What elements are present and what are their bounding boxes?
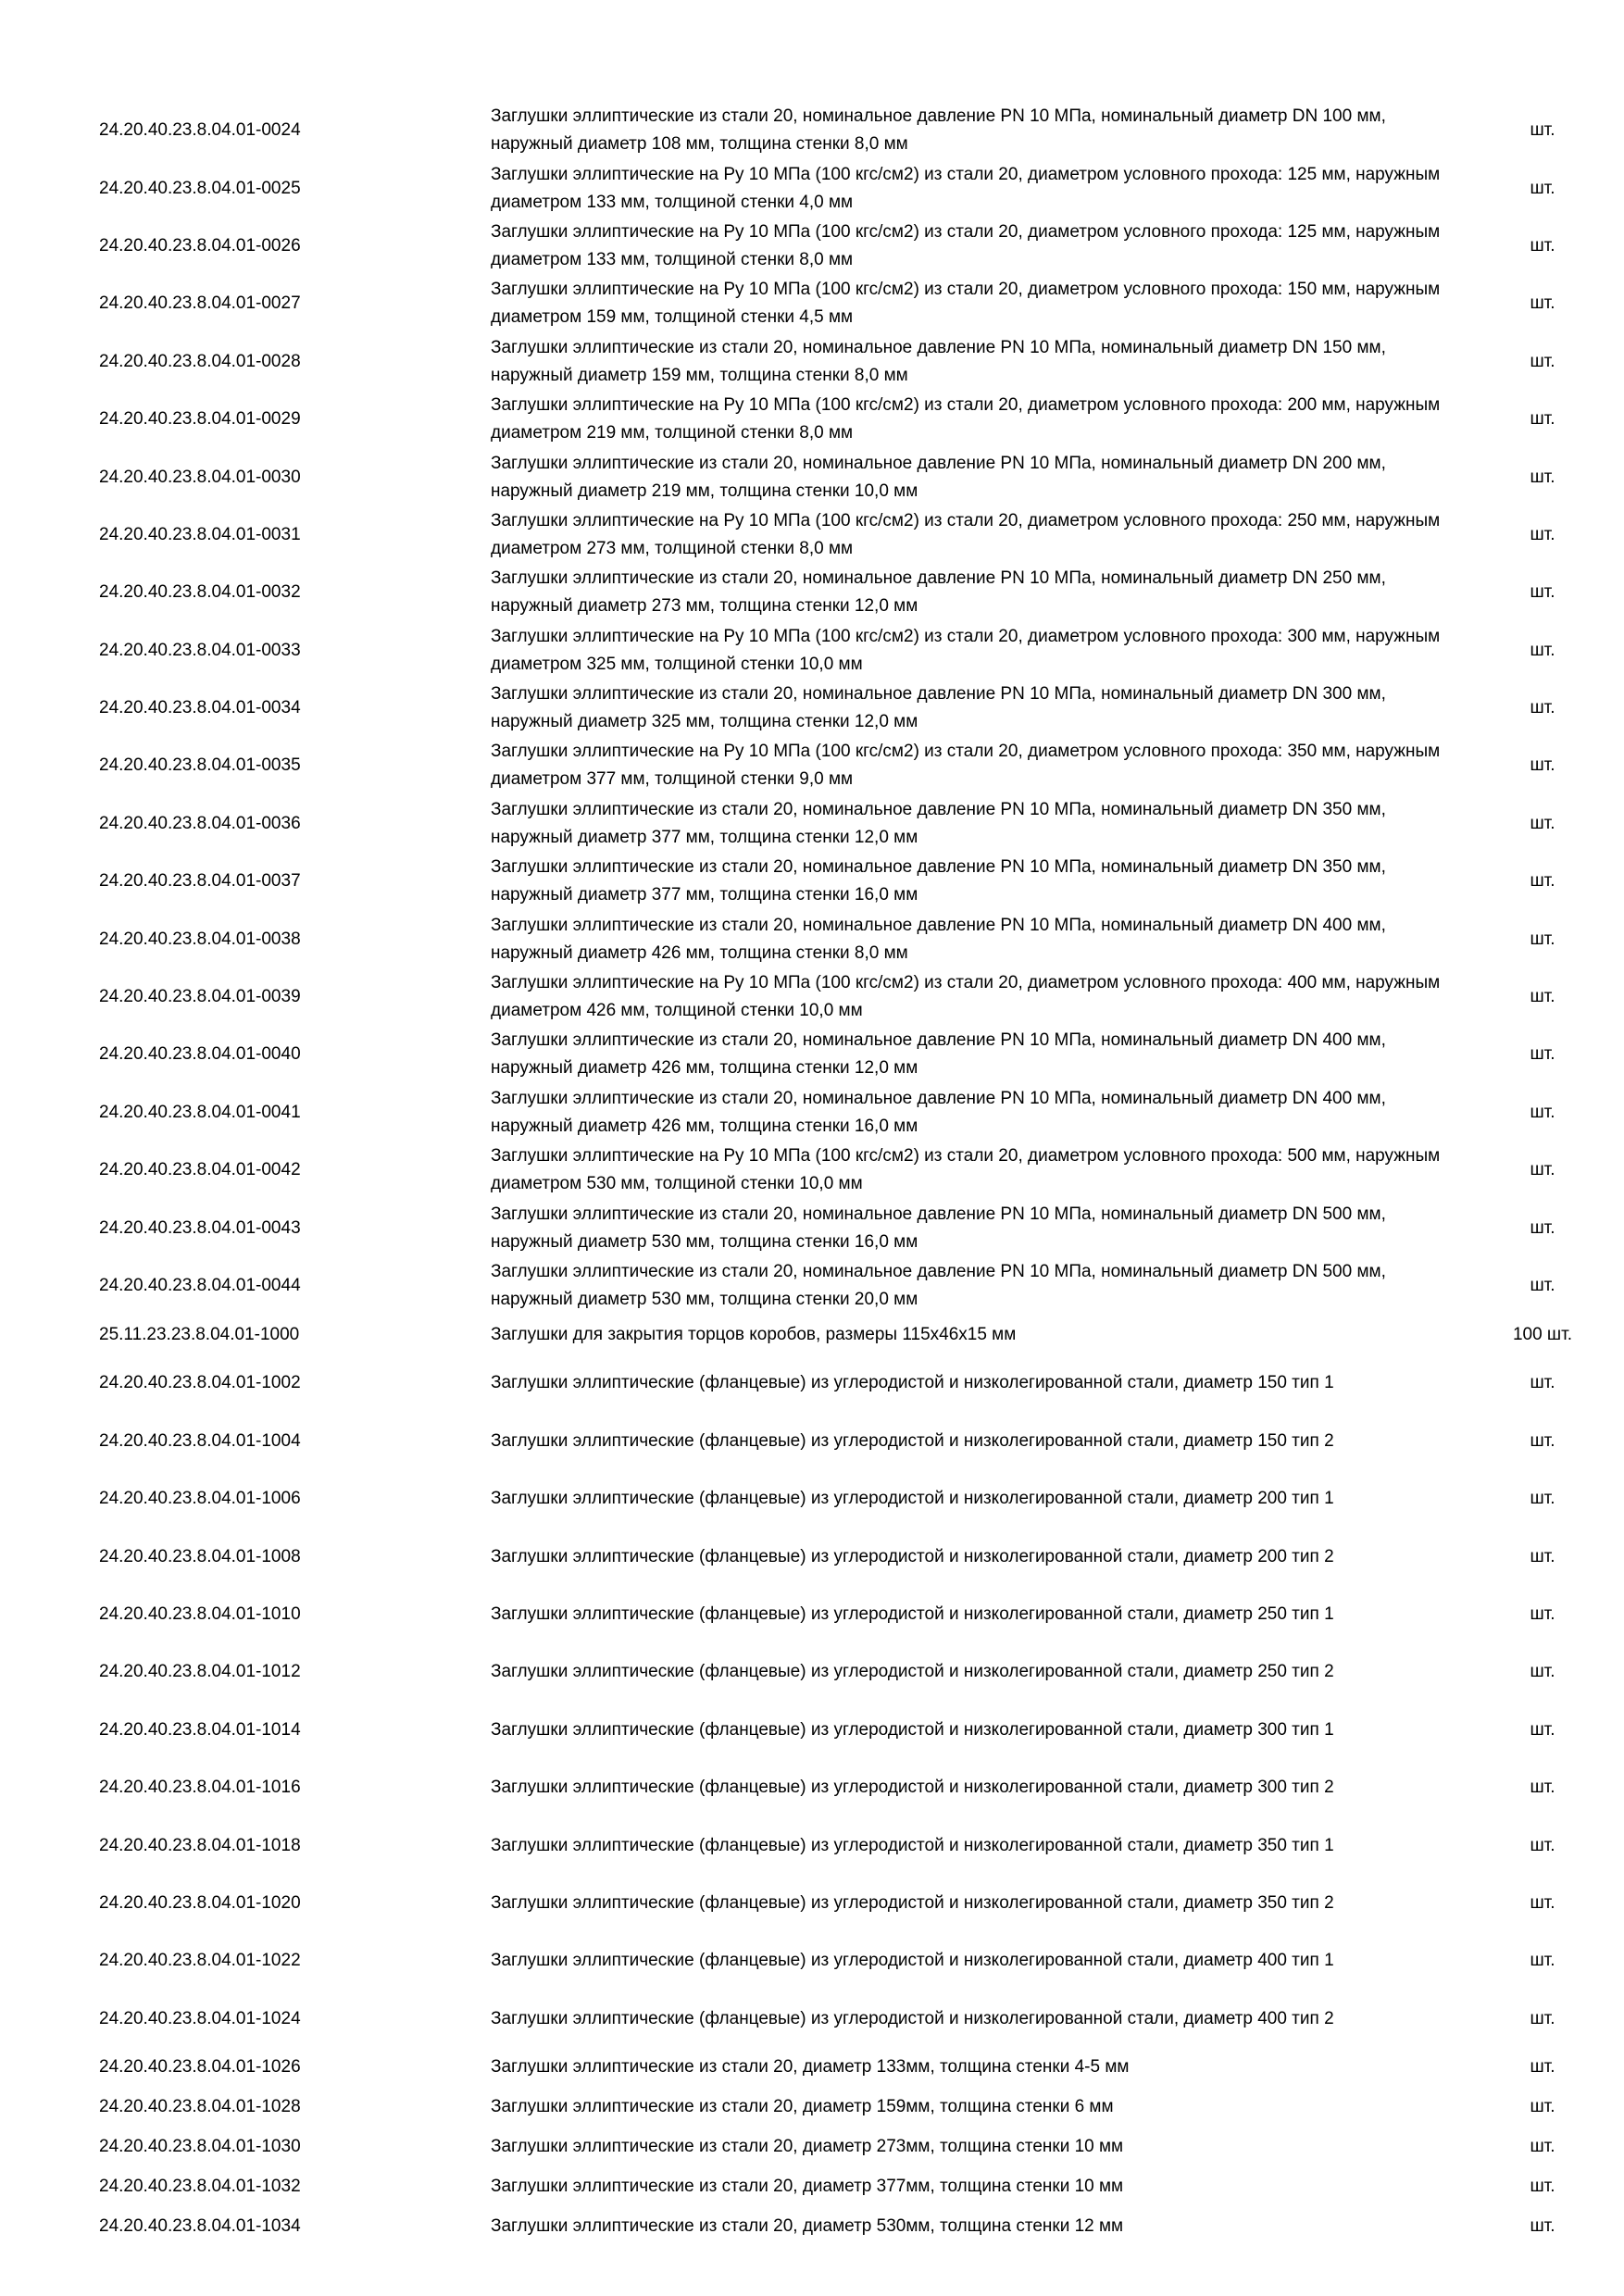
table-row (0, 2048, 1624, 2088)
table-row (0, 795, 1624, 853)
table-row (0, 102, 1624, 159)
item-unit: шт. (1530, 1276, 1555, 1295)
table-row (0, 1142, 1624, 1199)
item-unit: шт. (1530, 582, 1555, 603)
table-row (0, 1990, 1624, 2048)
item-unit: шт. (1530, 1662, 1555, 1682)
table-row (0, 391, 1624, 448)
item-code: 24.20.40.23.8.04.01-1034 (99, 2216, 301, 2237)
table-row (0, 218, 1624, 275)
item-description: Заглушки эллиптические (фланцевые) из углеродистой и низколегированной стали, диаметр 150 тип 2 (491, 1430, 1334, 1451)
item-description: Заглушки эллиптические из стали 20, номинальное давление PN 10 МПа, номинальный диаметр DN 500 мм, наружный диаметр 530 мм, толщина стенки 20,0 мм (491, 1262, 1386, 1309)
item-unit: шт. (1530, 178, 1555, 198)
item-unit: шт. (1530, 1489, 1555, 1509)
item-unit: шт. (1530, 120, 1555, 141)
item-code: 24.20.40.23.8.04.01-1032 (99, 2177, 301, 2197)
item-code: 24.20.40.23.8.04.01-0025 (99, 178, 301, 198)
item-code: 24.20.40.23.8.04.01-0031 (99, 524, 301, 544)
item-description: Заглушки эллиптические из стали 20, диаметр 159мм, толщина стенки 6 мм (491, 2097, 1114, 2117)
item-code: 24.20.40.23.8.04.01-0039 (99, 987, 301, 1007)
item-code: 24.20.40.23.8.04.01-0040 (99, 1044, 301, 1065)
item-description: Заглушки эллиптические (фланцевые) из углеродистой и низколегированной стали, диаметр 250 тип 2 (491, 1662, 1334, 1682)
item-code: 24.20.40.23.8.04.01-1012 (99, 1662, 301, 1682)
table-row (0, 1257, 1624, 1315)
item-code: 24.20.40.23.8.04.01-0044 (99, 1276, 301, 1295)
item-description: Заглушки эллиптические из стали 20, номинальное давление PN 10 МПа, номинальный диаметр DN 400 мм, наружный диаметр 426 мм, толщина стенки 8,0 мм (491, 915, 1386, 963)
item-unit: шт. (1530, 871, 1555, 892)
table-row (0, 853, 1624, 910)
item-description: Заглушки для закрытия торцов коробов, размеры 115х46х15 мм (491, 1324, 1017, 1344)
item-description: Заглушки эллиптические из стали 20, номинальное давление PN 10 МПа, номинальный диаметр DN 500 мм, наружный диаметр 530 мм, толщина стенки 16,0 мм (491, 1204, 1386, 1252)
table-row (0, 1413, 1624, 1470)
item-unit: шт. (1530, 2216, 1555, 2237)
table-row (0, 159, 1624, 217)
item-code: 24.20.40.23.8.04.01-0033 (99, 640, 301, 660)
item-code: 24.20.40.23.8.04.01-1016 (99, 1778, 301, 1798)
item-code: 24.20.40.23.8.04.01-1020 (99, 1892, 301, 1913)
item-unit: шт. (1530, 2057, 1555, 2078)
item-description: Заглушки эллиптические на Ру 10 МПа (100 кгс/см2) из стали 20, диаметром условного прохода: 125 мм, наружным диаметром 133 мм, толщиной стенки 4,0 мм (491, 164, 1441, 212)
item-description: Заглушки эллиптические из стали 20, номинальное давление PN 10 МПа, номинальный диаметр DN 100 мм, наружный диаметр 108 мм, толщина стенки 8,0 мм (491, 106, 1386, 155)
item-description: Заглушки эллиптические на Ру 10 МПа (100 кгс/см2) из стали 20, диаметром условного прохода: 350 мм, наружным диаметром 377 мм, толщиной стенки 9,0 мм (491, 742, 1441, 790)
table-row (0, 968, 1624, 1026)
table-row (0, 1315, 1624, 1354)
table-row (0, 1026, 1624, 1083)
item-description: Заглушки эллиптические на Ру 10 МПа (100 кгс/см2) из стали 20, диаметром условного прохода: 500 мм, наружным диаметром 530 мм, толщиной стенки 10,0 мм (491, 1146, 1441, 1194)
item-description: Заглушки эллиптические на Ру 10 МПа (100 кгс/см2) из стали 20, диаметром условного прохода: 150 мм, наружным диаметром 159 мм, толщиной стенки 4,5 мм (491, 280, 1441, 328)
item-code: 24.20.40.23.8.04.01-0041 (99, 1102, 301, 1122)
item-code: 24.20.40.23.8.04.01-0029 (99, 409, 301, 430)
table-row (0, 1816, 1624, 1874)
item-unit: шт. (1530, 1603, 1555, 1624)
item-unit: 100 шт. (1512, 1324, 1573, 1344)
table-row (0, 680, 1624, 737)
item-description: Заглушки эллиптические из стали 20, номинальное давление PN 10 МПа, номинальный диаметр DN 400 мм, наружный диаметр 426 мм, толщина стенки 16,0 мм (491, 1088, 1386, 1136)
item-description: Заглушки эллиптические (фланцевые) из углеродистой и низколегированной стали, диаметр 350 тип 2 (491, 1892, 1334, 1913)
item-unit: шт. (1530, 1102, 1555, 1122)
item-code: 24.20.40.23.8.04.01-1018 (99, 1835, 301, 1855)
item-code: 24.20.40.23.8.04.01-1024 (99, 2008, 301, 2028)
item-unit: шт. (1530, 2097, 1555, 2117)
item-code: 24.20.40.23.8.04.01-0042 (99, 1160, 301, 1180)
table-row (0, 333, 1624, 391)
item-description: Заглушки эллиптические (фланцевые) из углеродистой и низколегированной стали, диаметр 250 тип 1 (491, 1603, 1334, 1624)
item-description: Заглушки эллиптические из стали 20, номинальное давление PN 10 МПа, номинальный диаметр DN 250 мм, наружный диаметр 273 мм, толщина стенки 12,0 мм (491, 568, 1386, 617)
item-description: Заглушки эллиптические из стали 20, диаметр 377мм, толщина стенки 10 мм (491, 2177, 1124, 2197)
item-unit: шт. (1530, 1778, 1555, 1798)
table-row (0, 1470, 1624, 1528)
item-description: Заглушки эллиптические (фланцевые) из углеродистой и низколегированной стали, диаметр 350 тип 1 (491, 1835, 1334, 1855)
item-code: 24.20.40.23.8.04.01-1002 (99, 1373, 301, 1393)
item-unit: шт. (1530, 1217, 1555, 1238)
item-description: Заглушки эллиптические (фланцевые) из углеродистой и низколегированной стали, диаметр 200 тип 1 (491, 1489, 1334, 1509)
item-code: 24.20.40.23.8.04.01-0036 (99, 813, 301, 833)
table-row (0, 564, 1624, 621)
item-code: 24.20.40.23.8.04.01-1008 (99, 1546, 301, 1566)
item-description: Заглушки эллиптические из стали 20, номинальное давление PN 10 МПа, номинальный диаметр DN 300 мм, наружный диаметр 325 мм, толщина стенки 12,0 мм (491, 684, 1386, 732)
item-description: Заглушки эллиптические из стали 20, номинальное давление PN 10 МПа, номинальный диаметр DN 400 мм, наружный диаметр 426 мм, толщина стенки 12,0 мм (491, 1030, 1386, 1079)
item-code: 24.20.40.23.8.04.01-0030 (99, 467, 301, 487)
item-unit: шт. (1530, 524, 1555, 544)
item-unit: шт. (1530, 1719, 1555, 1740)
item-description: Заглушки эллиптические на Ру 10 МПа (100 кгс/см2) из стали 20, диаметром условного прохода: 125 мм, наружным диаметром 133 мм, толщиной стенки 8,0 мм (491, 221, 1441, 269)
table-row (0, 506, 1624, 564)
table-row (0, 1586, 1624, 1643)
item-unit: шт. (1530, 1892, 1555, 1913)
table-row (0, 1199, 1624, 1256)
table-row (0, 275, 1624, 332)
item-description: Заглушки эллиптические (фланцевые) из углеродистой и низколегированной стали, диаметр 300 тип 2 (491, 1778, 1334, 1798)
item-code: 24.20.40.23.8.04.01-0024 (99, 120, 301, 141)
item-description: Заглушки эллиптические из стали 20, диаметр 133мм, толщина стенки 4-5 мм (491, 2057, 1130, 2078)
item-description: Заглушки эллиптические (фланцевые) из углеродистой и низколегированной стали, диаметр 400 тип 1 (491, 1951, 1334, 1971)
item-description: Заглушки эллиптические из стали 20, диаметр 273мм, толщина стенки 10 мм (491, 2137, 1124, 2157)
table-row (0, 737, 1624, 794)
item-code: 24.20.40.23.8.04.01-1028 (99, 2097, 301, 2117)
item-unit: шт. (1530, 1951, 1555, 1971)
item-code: 24.20.40.23.8.04.01-0032 (99, 582, 301, 603)
table-row (0, 2128, 1624, 2167)
item-description: Заглушки эллиптические из стали 20, номинальное давление PN 10 МПа, номинальный диаметр DN 350 мм, наружный диаметр 377 мм, толщина стенки 12,0 мм (491, 799, 1386, 847)
item-unit: шт. (1530, 1430, 1555, 1451)
table-row (0, 448, 1624, 505)
item-unit: шт. (1530, 640, 1555, 660)
item-unit: шт. (1530, 1373, 1555, 1393)
table-row (0, 2207, 1624, 2247)
item-unit: шт. (1530, 2008, 1555, 2028)
item-unit: шт. (1530, 1835, 1555, 1855)
item-code: 24.20.40.23.8.04.01-0037 (99, 871, 301, 892)
table-row (0, 910, 1624, 967)
item-unit: шт. (1530, 351, 1555, 371)
table-row (0, 1759, 1624, 1816)
table-row (0, 1702, 1624, 1759)
item-code: 24.20.40.23.8.04.01-1014 (99, 1719, 301, 1740)
item-unit: шт. (1530, 1160, 1555, 1180)
item-description: Заглушки эллиптические на Ру 10 МПа (100 кгс/см2) из стали 20, диаметром условного прохода: 300 мм, наружным диаметром 325 мм, толщиной стенки 10,0 мм (491, 626, 1441, 674)
item-code: 24.20.40.23.8.04.01-0026 (99, 235, 301, 256)
item-code: 24.20.40.23.8.04.01-1006 (99, 1489, 301, 1509)
item-code: 24.20.40.23.8.04.01-0034 (99, 698, 301, 718)
item-code: 24.20.40.23.8.04.01-1026 (99, 2057, 301, 2078)
item-unit: шт. (1530, 293, 1555, 314)
item-unit: шт. (1530, 1546, 1555, 1566)
item-code: 24.20.40.23.8.04.01-0038 (99, 929, 301, 949)
item-description: Заглушки эллиптические из стали 20, диаметр 530мм, толщина стенки 12 мм (491, 2216, 1124, 2237)
item-unit: шт. (1530, 467, 1555, 487)
item-unit: шт. (1530, 409, 1555, 430)
table-row (0, 1875, 1624, 1932)
item-description: Заглушки эллиптические (фланцевые) из углеродистой и низколегированной стали, диаметр 200 тип 2 (491, 1546, 1334, 1566)
item-code: 24.20.40.23.8.04.01-1010 (99, 1603, 301, 1624)
item-description: Заглушки эллиптические на Ру 10 МПа (100 кгс/см2) из стали 20, диаметром условного прохода: 250 мм, наружным диаметром 273 мм, толщиной стенки 8,0 мм (491, 510, 1441, 558)
table-row (0, 1354, 1624, 1412)
item-unit: шт. (1530, 987, 1555, 1007)
table-row (0, 2088, 1624, 2128)
table-row (0, 1643, 1624, 1701)
table-row (0, 1528, 1624, 1585)
item-unit: шт. (1530, 813, 1555, 833)
item-unit: шт. (1530, 2177, 1555, 2197)
item-description: Заглушки эллиптические из стали 20, номинальное давление PN 10 МПа, номинальный диаметр DN 350 мм, наружный диаметр 377 мм, толщина стенки 16,0 мм (491, 857, 1386, 905)
table-row (0, 1932, 1624, 1990)
item-code: 24.20.40.23.8.04.01-0035 (99, 755, 301, 776)
item-code: 25.11.23.23.8.04.01-1000 (99, 1324, 300, 1344)
table-row (0, 1084, 1624, 1142)
item-code: 24.20.40.23.8.04.01-0028 (99, 351, 301, 371)
item-unit: шт. (1530, 235, 1555, 256)
item-code: 24.20.40.23.8.04.01-1004 (99, 1430, 301, 1451)
item-code: 24.20.40.23.8.04.01-0027 (99, 293, 301, 314)
table-row (0, 622, 1624, 680)
item-unit: шт. (1530, 1044, 1555, 1065)
price-table (0, 102, 1624, 2247)
item-description: Заглушки эллиптические на Ру 10 МПа (100 кгс/см2) из стали 20, диаметром условного прохода: 400 мм, наружным диаметром 426 мм, толщиной стенки 10,0 мм (491, 973, 1441, 1021)
item-description: Заглушки эллиптические на Ру 10 МПа (100 кгс/см2) из стали 20, диаметром условного прохода: 200 мм, наружным диаметром 219 мм, толщиной стенки 8,0 мм (491, 395, 1441, 443)
item-code: 24.20.40.23.8.04.01-1030 (99, 2137, 301, 2157)
item-unit: шт. (1530, 929, 1555, 949)
item-description: Заглушки эллиптические из стали 20, номинальное давление PN 10 МПа, номинальный диаметр DN 150 мм, наружный диаметр 159 мм, толщина стенки 8,0 мм (491, 337, 1386, 385)
table-row (0, 2167, 1624, 2207)
item-unit: шт. (1530, 698, 1555, 718)
item-unit: шт. (1530, 755, 1555, 776)
item-code: 24.20.40.23.8.04.01-1022 (99, 1951, 301, 1971)
item-description: Заглушки эллиптические (фланцевые) из углеродистой и низколегированной стали, диаметр 300 тип 1 (491, 1719, 1334, 1740)
item-unit: шт. (1530, 2137, 1555, 2157)
item-code: 24.20.40.23.8.04.01-0043 (99, 1217, 301, 1238)
item-description: Заглушки эллиптические из стали 20, номинальное давление PN 10 МПа, номинальный диаметр DN 200 мм, наружный диаметр 219 мм, толщина стенки 10,0 мм (491, 453, 1386, 501)
item-description: Заглушки эллиптические (фланцевые) из углеродистой и низколегированной стали, диаметр 150 тип 1 (491, 1373, 1334, 1393)
item-description: Заглушки эллиптические (фланцевые) из углеродистой и низколегированной стали, диаметр 400 тип 2 (491, 2008, 1334, 2028)
